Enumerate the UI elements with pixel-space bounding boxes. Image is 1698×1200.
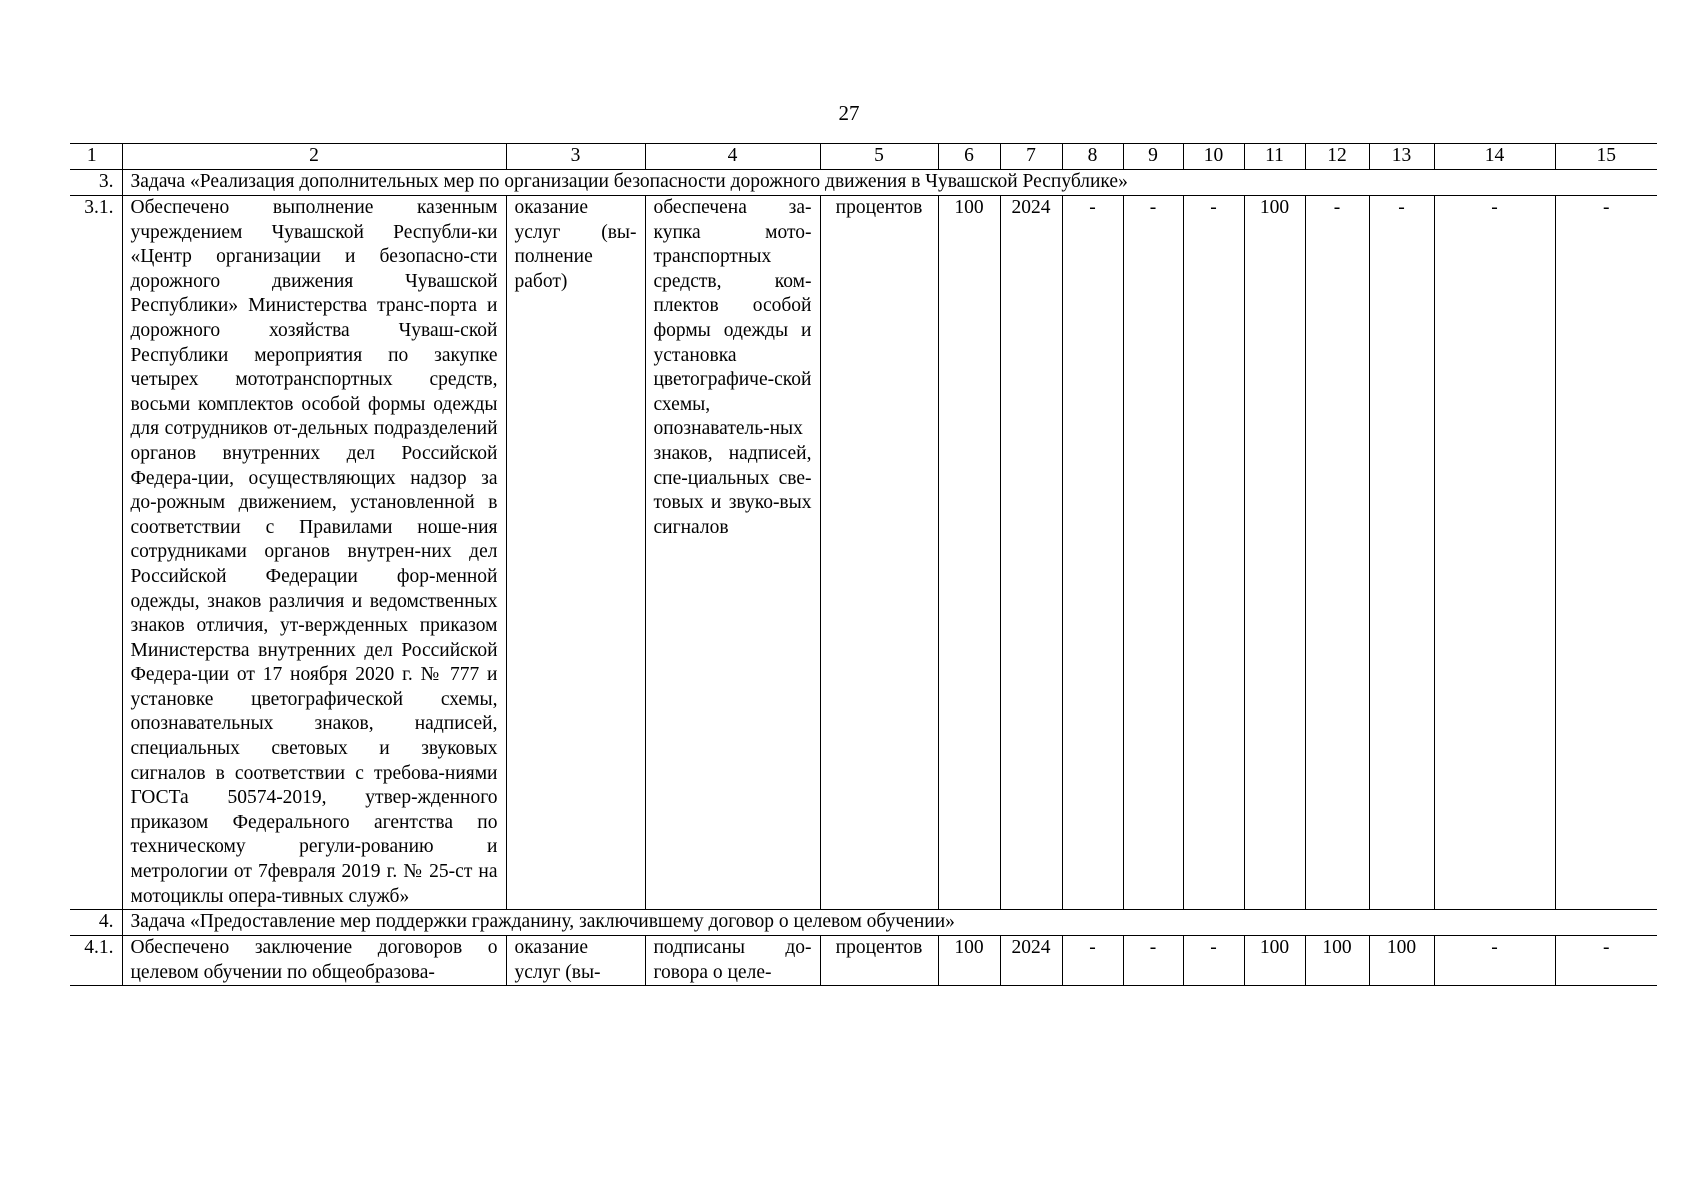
column-number: 6 — [938, 144, 1000, 170]
item-row — [70, 196, 1657, 910]
item-description: Обеспечено заключение договоров о целевом обучении по общеобразова- — [122, 936, 506, 986]
indicators-table — [70, 143, 1657, 986]
task-title: Задача «Предоставление мер поддержки гражданину, заключившему договор о целевом обучении» — [122, 910, 1657, 936]
item-cell-10: - — [1183, 936, 1244, 986]
column-number: 14 — [1434, 144, 1555, 170]
item-unit: процентов — [820, 936, 938, 986]
column-number: 1 — [70, 144, 122, 170]
item-cell-13: - — [1369, 196, 1434, 910]
column-number: 7 — [1000, 144, 1062, 170]
column-number: 8 — [1062, 144, 1123, 170]
item-number: 4.1. — [70, 936, 122, 986]
column-number: 2 — [122, 144, 506, 170]
column-number: 15 — [1555, 144, 1657, 170]
column-number: 4 — [645, 144, 820, 170]
item-cell-8: - — [1062, 196, 1123, 910]
item-cell-11: 100 — [1244, 196, 1305, 910]
item-result: обеспечена за-купка мото-транспортных средств, ком-плектов особой формы одежды и установка цветографиче-ской схемы, опознаватель-ных знаков, надписей, спе-циальных све-товых и звуко-вых сигналов — [645, 196, 820, 910]
column-number-row — [70, 144, 1657, 170]
item-value: 100 — [938, 936, 1000, 986]
task-title: Задача «Реализация дополнительных мер по организации безопасности дорожного движения в Чувашской Республике» — [122, 170, 1657, 196]
item-type: оказание услуг (вы-полнение работ) — [506, 196, 645, 910]
task-row — [70, 910, 1657, 936]
item-description: Обеспечено выполнение казенным учреждением Чувашской Республи-ки «Центр организации и безопасно-сти дорожного движения Чувашской Республики» Министерства транс-порта и дорожного хозяйства Чуваш-ской Республики мероприятия по закупке четырех мототранспортных средств, восьми комплектов особой формы одежды для сотрудников от-дельных подразделений органов внутренних дел Российской Федера-ции, осуществляющих надзор за до-рожным движением, установленной в соответствии с Правилами ноше-ния сотрудниками органов внутрен-них дел Российской Федерации фор-менной одежды, знаков различия и ведомственных знаков отличия, ут-вержденных приказом Министерства внутренних дел Российской Федера-ции от 17 ноября 2020 г. № 777 и установке цветографической схемы, опознавательных знаков, надписей, специальных световых и звуковых сигналов в соответствии с требова-ниями ГОСТа 50574-2019, утвер-жденного приказом Федерального агентства по техническому регули-рованию и метрологии от 7февраля 2019 г. № 25-ст на мотоциклы опера-тивных служб» — [122, 196, 506, 910]
column-number: 3 — [506, 144, 645, 170]
item-cell-13: 100 — [1369, 936, 1434, 986]
column-number: 12 — [1305, 144, 1369, 170]
item-value: 100 — [938, 196, 1000, 910]
task-number: 3. — [70, 170, 122, 196]
item-cell-15: - — [1555, 196, 1657, 910]
item-cell-9: - — [1123, 196, 1183, 910]
item-row — [70, 936, 1657, 986]
item-cell-12: - — [1305, 196, 1369, 910]
item-year: 2024 — [1000, 936, 1062, 986]
task-row — [70, 170, 1657, 196]
item-cell-11: 100 — [1244, 936, 1305, 986]
item-cell-14: - — [1434, 936, 1555, 986]
item-year: 2024 — [1000, 196, 1062, 910]
item-type: оказание услуг (вы- — [506, 936, 645, 986]
column-number: 13 — [1369, 144, 1434, 170]
item-cell-14: - — [1434, 196, 1555, 910]
column-number: 5 — [820, 144, 938, 170]
item-cell-10: - — [1183, 196, 1244, 910]
item-cell-12: 100 — [1305, 936, 1369, 986]
item-cell-8: - — [1062, 936, 1123, 986]
column-number: 10 — [1183, 144, 1244, 170]
item-result: подписаны до-говора о целе- — [645, 936, 820, 986]
item-unit: процентов — [820, 196, 938, 910]
task-number: 4. — [70, 910, 122, 936]
page-number: 27 — [838, 101, 860, 125]
item-cell-9: - — [1123, 936, 1183, 986]
column-number: 11 — [1244, 144, 1305, 170]
column-number: 9 — [1123, 144, 1183, 170]
item-cell-15: - — [1555, 936, 1657, 986]
item-number: 3.1. — [70, 196, 122, 910]
